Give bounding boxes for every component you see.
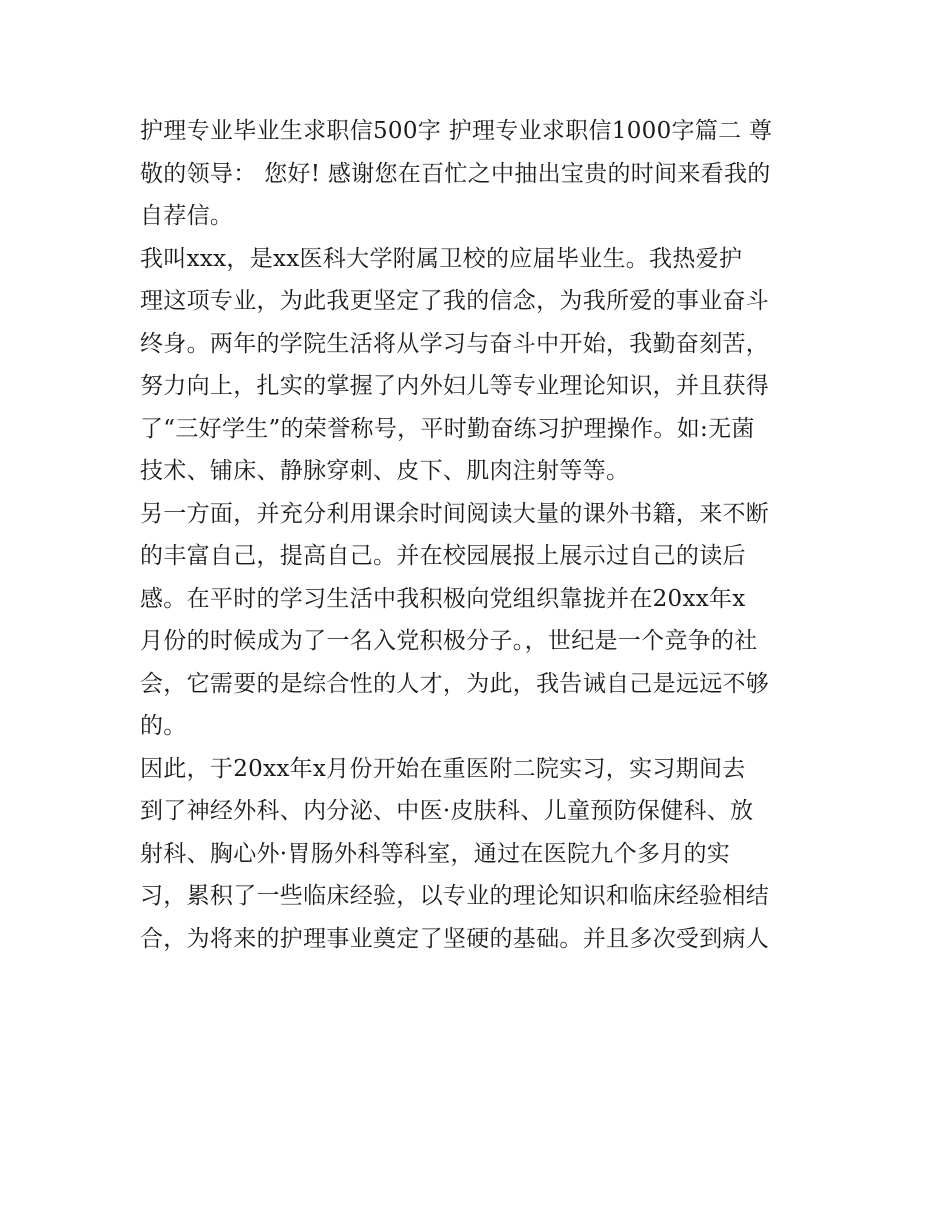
- text-line: 合，为将来的护理事业奠定了坚硬的基础。并且多次受到病人: [140, 925, 770, 952]
- text-line: 的丰富自己，提高自己。并在校园展报上展示过自己的读后: [140, 543, 746, 569]
- text-line: 护理专业毕业生求职信500字 护理专业求职信1000字篇二 尊: [140, 118, 773, 144]
- text-line: 我叫xxx，是xx医科大学附属卫校的应届毕业生。我热爱护: [140, 245, 743, 272]
- text-line: 敬的领导： 您好! 感谢您在百忙之中抽出宝贵的时间来看我的: [140, 160, 771, 187]
- text-line: 自荐信。: [140, 203, 234, 229]
- text-line: 终身。两年的学院生活将从学习与奋斗中开始，我勤奋刻苦，: [140, 330, 770, 357]
- text-line: 感。在平时的学习生活中我积极向党组织靠拢并在20xx年x: [140, 585, 746, 612]
- text-line: 习，累积了一些临床经验，以专业的理论知识和临床经验相结: [140, 883, 770, 909]
- text-line: 射科、胸心外·胃肠外科等科室，通过在医院九个多月的实: [140, 840, 731, 867]
- document-body: [140, 110, 820, 960]
- text-line: 因此，于20xx年x月份开始在重医附二院实习，实习期间去: [140, 755, 746, 782]
- text-line: 努力向上，扎实的掌握了内外妇儿等专业理论知识，并且获得: [140, 373, 770, 399]
- text-line: 另一方面，并充分利用课余时间阅读大量的课外书籍，来不断: [140, 500, 770, 527]
- text-line: 了“三好学生”的荣誉称号，平时勤奋练习护理操作。如:无菌: [140, 415, 755, 442]
- text-line: 会，它需要的是综合性的人才，为此，我告诫自己是远远不够: [140, 670, 770, 697]
- text-line: 技术、铺床、静脉穿刺、皮下、肌肉注射等等。: [140, 458, 630, 484]
- text-line: 的。: [140, 713, 187, 739]
- text-line: 月份的时候成为了一名入党积极分子。，世纪是一个竞争的社: [140, 628, 758, 654]
- text-line: 理这项专业，为此我更坚定了我的信念，为我所爱的事业奋斗: [140, 288, 770, 314]
- text-line: 到了神经外科、内分泌、中医·皮肤科、儿童预防保健科、放: [140, 798, 754, 824]
